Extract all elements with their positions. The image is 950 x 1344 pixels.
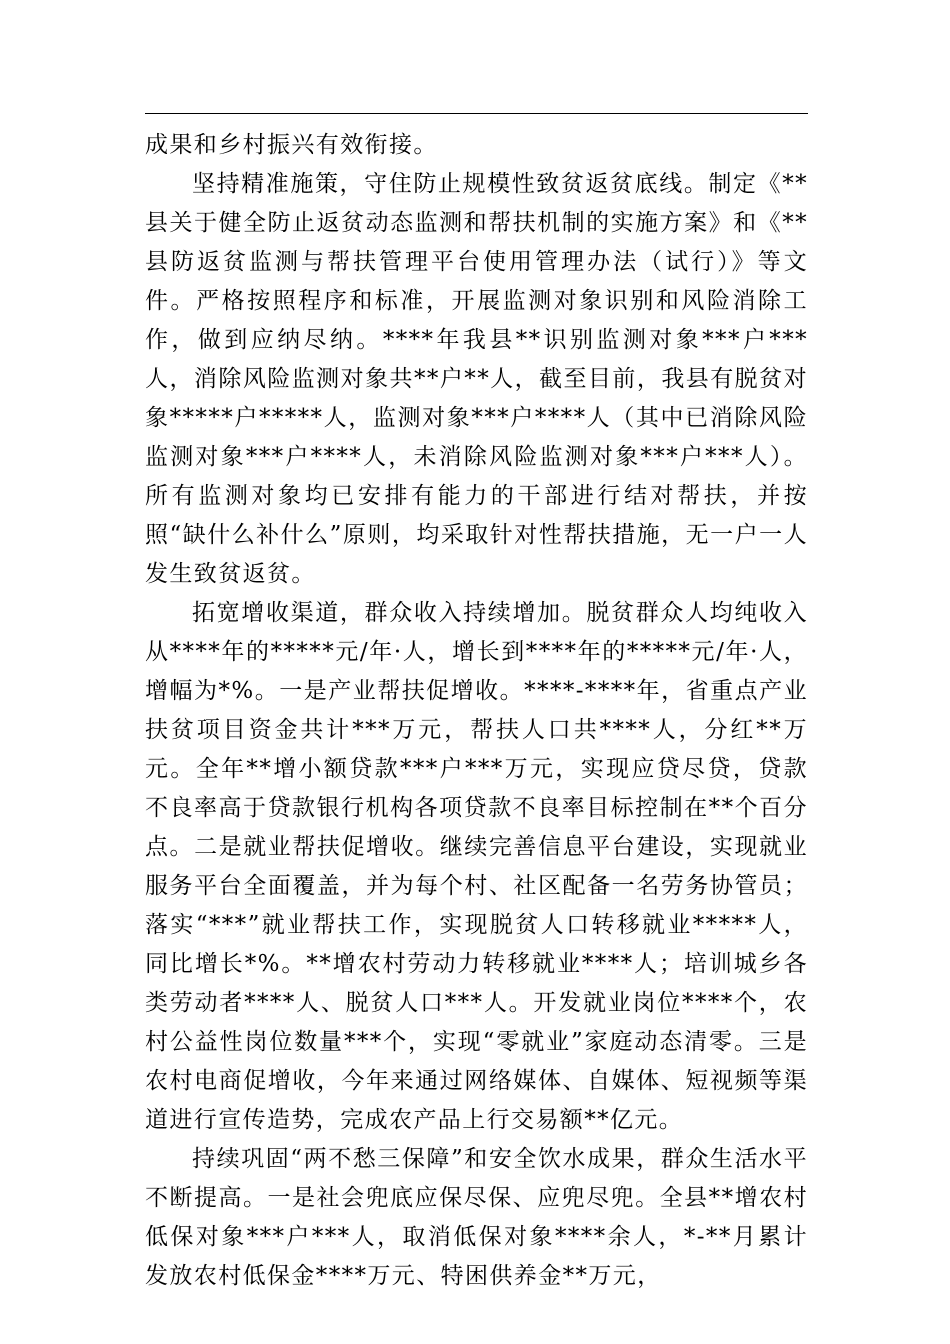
paragraph-poverty-monitoring: 坚持精准施策，守住防止规模性致贫返贫底线。制定《**县关于健全防止返贫动态监测和帮扶机制的实施方案》和《**县防返贫监测与帮扶管理平台使用管理办法（试行）》等文件。严格按照程序和标准，开展监测对象识别和风险消除工作，做到应纳尽纳。****年我县**识别监测对象***户***人，消除风险监测对象共**户**人，截至目前，我县有脱贫对象*****户*****人，监测对象***户****人（其中已消除风险监测对象***户****人，未消除风险监测对象***户***人）。所有监测对象均已安排有能力的干部进行结对帮扶，并按照“缺什么补什么”原则，均采取针对性帮扶措施，无一户一人发生致贫返贫。 — [145, 171, 808, 587]
paragraph-continuation: 成果和乡村振兴有效衔接。 — [145, 132, 438, 158]
document-body — [145, 126, 808, 1296]
paragraph-income-growth: 拓宽增收渠道，群众收入持续增加。脱贫群众人均纯收入从****年的*****元/年·人，增长到****年的*****元/年·人，增幅为*%。一是产业帮扶促增收。****-****年，省重点产业扶贫项目资金共计***万元，帮扶人口共****人，分红**万元。全年**增小额贷款***户***万元，实现应贷尽贷，贷款不良率高于贷款银行机构各项贷款不良率目标控制在**个百分点。二是就业帮扶促增收。继续完善信息平台建设，实现就业服务平台全面覆盖，并为每个村、社区配备一名劳务协管员；落实“***”就业帮扶工作，实现脱贫人口转移就业*****人，同比增长*%。**增农村劳动力转移就业****人；培训城乡各类劳动者****人、脱贫人口***人。开发就业岗位****个，农村公益性岗位数量***个，实现“零就业”家庭动态清零。三是农村电商促增收，今年来通过网络媒体、自媒体、短视频等渠道进行宣传造势，完成农产品上行交易额**亿元。 — [145, 600, 808, 1133]
paragraph-living-standards: 持续巩固“两不愁三保障”和安全饮水成果，群众生活水平不断提高。一是社会兜底应保尽保、应兜尽兜。全县**增农村低保对象***户***人，取消低保对象****余人，*-**月累计发放农村低保金****万元、特困供养金**万元， — [145, 1146, 808, 1289]
header-rule — [145, 113, 808, 114]
